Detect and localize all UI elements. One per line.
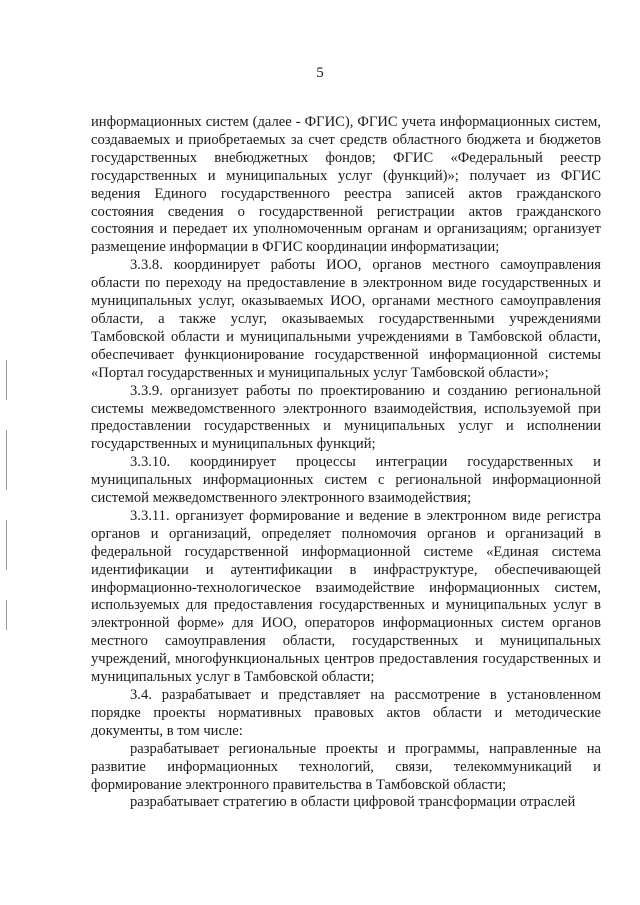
paragraph: 3.3.9. организует работы по проектированию и созданию региональной системы межведомственного электронного взаимодействия, используемой при предоставлении государственных и муниципальных услуг и исполнении государственных и муниципальных функций;	[91, 382, 601, 453]
page-number: 5	[316, 65, 324, 81]
paragraph: информационных систем (далее - ФГИС), ФГИС учета информационных систем, создаваемых и приобретаемых за счет средств областного бюджета и бюджетов государственных внебюджетных фондов; ФГИС «Федеральный реестр государственных и муниципальных услуг (функций)»; получает из ФГИС ведения Единого государственного реестра записей актов гражданского состояния сведения о государственной регистрации актов гражданского состояния и передает их уполномоченным органам и организациям; организует размещение информации в ФГИС координации информатизации;	[91, 114, 601, 256]
paragraph: 3.3.8. координирует работы ИОО, органов местного самоуправления области по переходу на предоставление в электронном виде государственных и муниципальных услуг, оказываемых ИОО, органами местного самоуправления области, а также услуг, оказываемых государственными учреждениями Тамбовской области и муниципальными учреждениями в Тамбовской области, обеспечивает функционирование государственной информационной системы «Портал государственных и муниципальных услуг Тамбовской области»;	[91, 257, 601, 381]
document-body	[91, 114, 601, 812]
paragraph: разрабатывает региональные проекты и программы, направленные на развитие информационных технологий, связи, телекоммуникаций и формирование электронного правительства в Тамбовской области;	[91, 740, 601, 793]
paragraph: 3.4. разрабатывает и представляет на рассмотрение в установленном порядке проекты нормативных правовых актов области и методические документы, в том числе:	[91, 687, 601, 739]
paragraph: 3.3.10. координирует процессы интеграции государственных и муниципальных информационных систем с региональной информационной системой межведомственного электронного взаимодействия;	[91, 454, 601, 507]
scan-margin-marks	[0, 360, 14, 780]
paragraph: разрабатывает стратегию в области цифровой трансформации отраслей	[130, 794, 576, 811]
paragraph: 3.3.11. организует формирование и ведение в электронном виде регистра органов и организаций, определяет полномочия органов и организаций в федеральной государственной информационной системе «Единая система идентификации и аутентификации в инфраструктуре, обеспечивающей информационно-технологическое взаимодействие информационных систем, используемых для предоставления государственных и муниципальных услуг в электронной форме» для ИОО, операторов информационных систем органов местного самоуправления области, государственных и муниципальных учреждений, многофункциональных центров предоставления государственных и муниципальных услуг в Тамбовской области;	[91, 507, 601, 686]
